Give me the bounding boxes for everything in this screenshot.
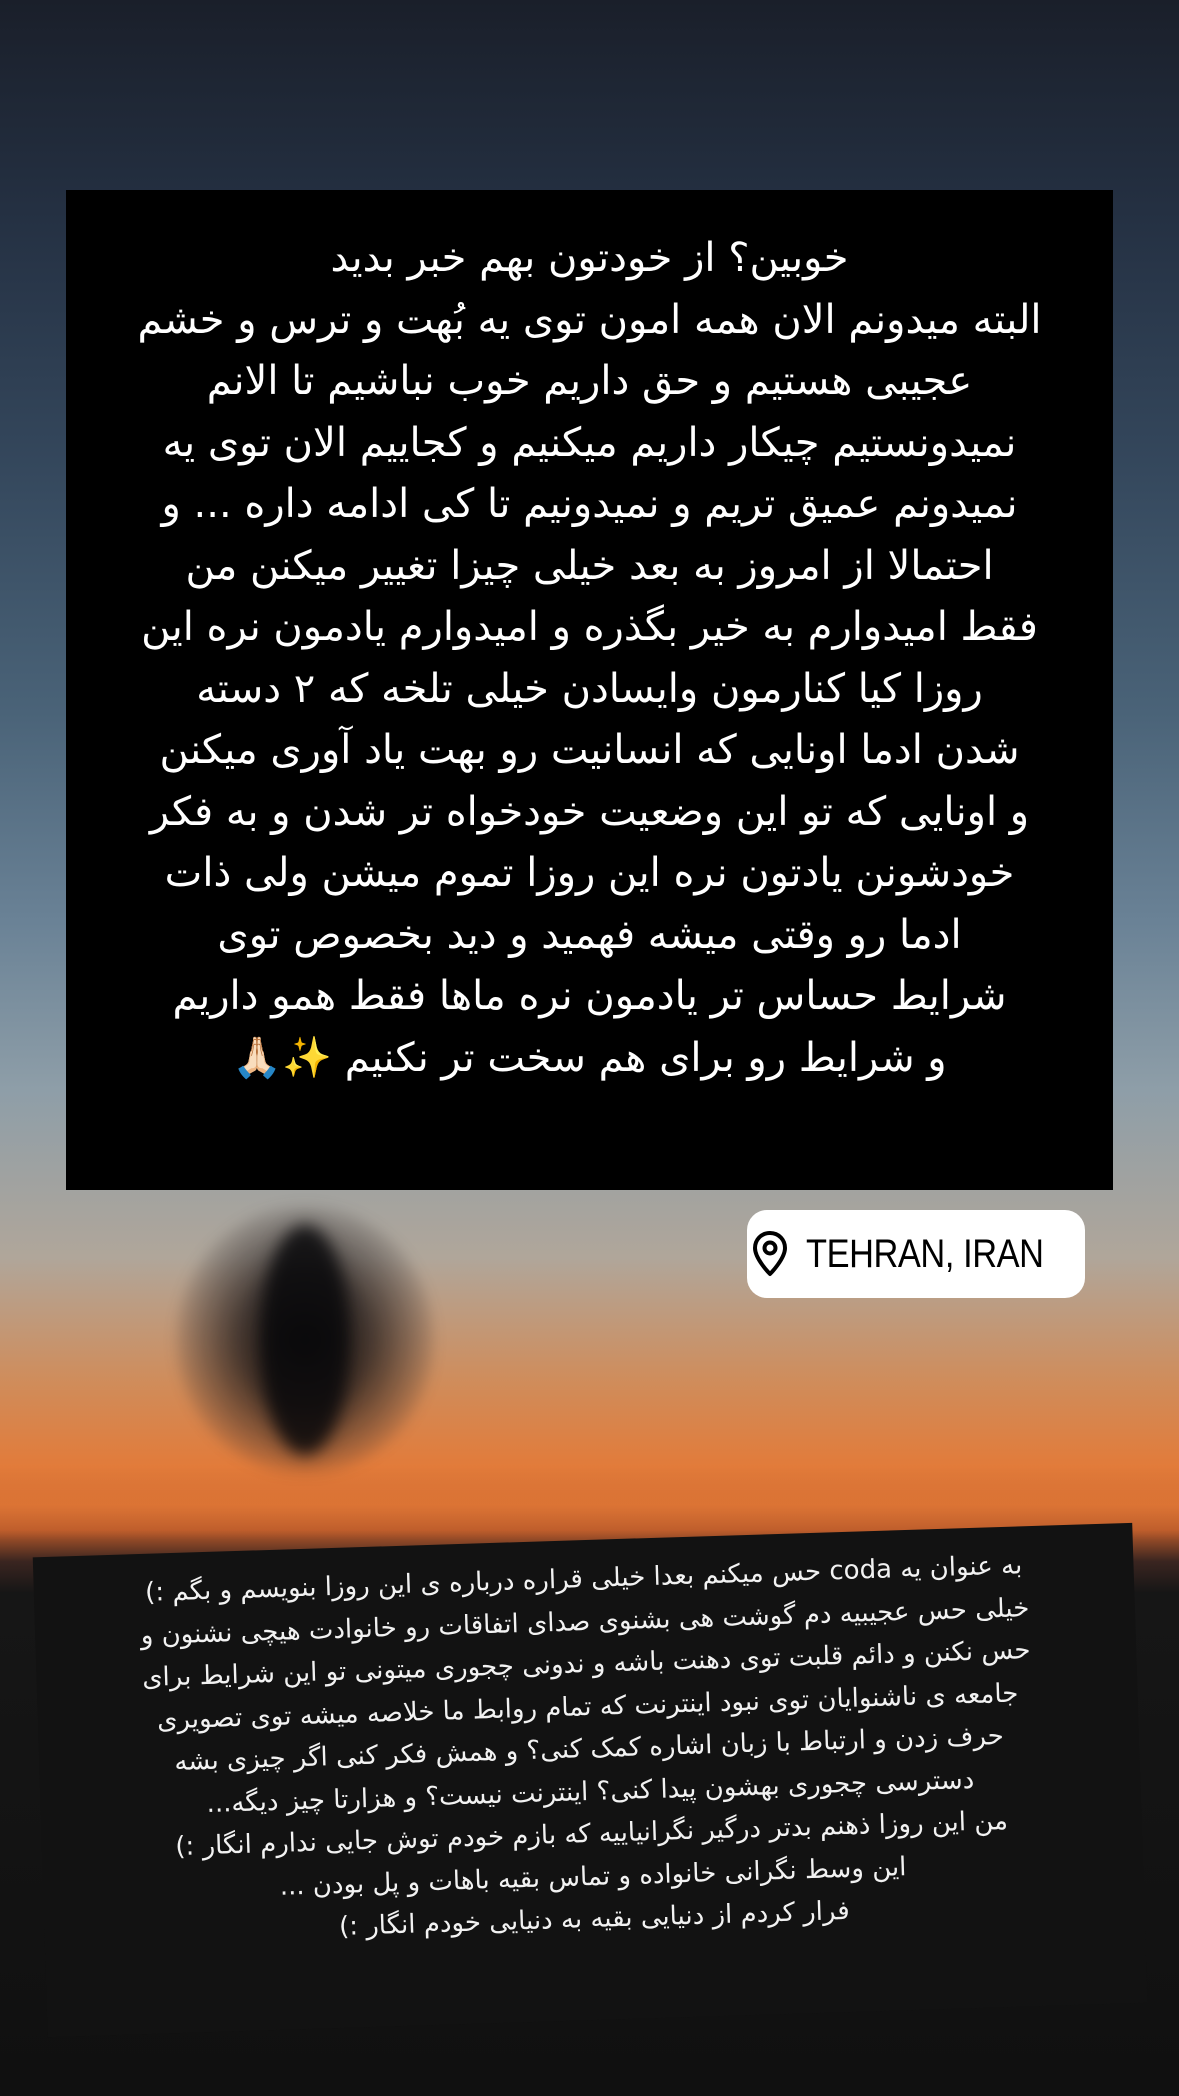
story-caption-text: به عنوان یه coda حس میکنم بعدا خیلی قراره درباره ی این روزا بنویسم و بگم :) خیلی حس عجیبیه دم گوشت هی بشنوی صدای اتفاقات رو خانوادت هیچی نشنون و حس نکنن و دائم قلبت توی دهنت باشه و ندونی چجوری میتونی تو این شرایط برای جامعه ی ناشنوایان توی نبود اینترنت که تمام روابط ما خلاصه میشه توی تصویری حرف زدن و ارتباط با زبان اشاره کمک کنی؟ و همش فکر کنی اگر چیزی بشه دسترسی چجوری بهشون پیدا کنی؟ اینترنت نیست؟ و هزارتا چیز دیگه... من این روزا ذهنم بدتر درگیر نگرانیاییه که بازم خودم توش جایی ندارم انگار :) این وسط نگرانی خانواده و تماس بقیه باهات و پل بودن ... فرار کردم از دنیایی بقیه به دنیایی خودم انگار :) [140,1550,1031,1942]
map-pin-icon [750,1230,790,1278]
story-main-text: خوبین؟ از خودتون بهم خبر بدید البته میدونم الان همه امون توی یه بُهت و ترس و خشم عجیبی هستیم و حق داریم خوب نباشیم تا الانم نمیدونستیم چیکار داریم میکنیم و کجاییم الان توی یه نمیدونم عمیق تریم و نمیدونیم تا کی ادامه داره ... و احتمالا از امروز به بعد خیلی چیزا تغییر میکنن من فقط امیدوارم به خیر بگذره و امیدوارم یادمون نره این روزا کیا کنارمون وایسادن خیلی تلخه که ۲ دسته شدن ادما اونایی که انسانیت رو بهت یاد آوری میکنن و اونایی که تو این وضعیت خودخواه تر شدن و به فکر خودشونن یادتون نره این روزا تموم میشن ولی ذات ادما رو وقتی میشه فهمید و دید بخصوص توی شرایط حساس تر یادمون نره ماها فقط همو داریم و شرایط رو برای هم سخت تر نکنیم ✨🙏🏻 [137,235,1042,1081]
location-label: TEHRAN, IRAN [805,1231,1044,1276]
blurred-object-core [260,1225,350,1455]
story-caption-block [33,1523,1148,2037]
story-text-block [66,190,1113,1190]
location-sticker[interactable] [747,1210,1085,1298]
